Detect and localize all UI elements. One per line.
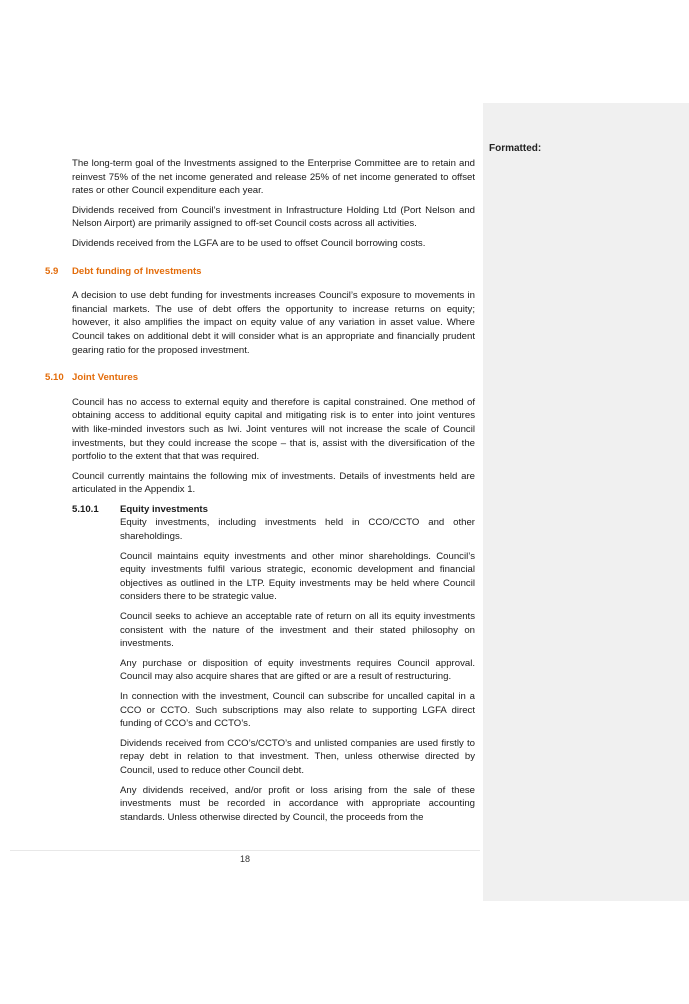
equity-paragraph-1: Equity investments, including investments held in CCO/CCTO and other shareholdings.: [120, 517, 475, 543]
section-5-10-1-number: 5.10.1: [72, 503, 99, 515]
intro-paragraph-1: The long-term goal of the Investments assigned to the Enterprise Committee are to retain and reinvest 75% of the net income generated and release 25% of net income generated to offset rates or other Council expenditure each year.: [72, 158, 475, 197]
section-5-9-paragraph: A decision to use debt funding for investments increases Council’s exposure to movements in financial markets. The use of debt offers the opportunity to increase returns on equity; however, it also amplifies the impact on equity value of any variation in asset value. Where Council takes on additional debt it will consider what is an appropriate and financially prudent gearing ratio for the proposed investment.: [72, 290, 475, 356]
document-body: [45, 157, 475, 824]
comments-pane: [483, 103, 689, 901]
equity-paragraph-6: Dividends received from CCO’s/CCTO’s and unlisted companies are used firstly to repay debt in relation to that investment. Then, unless otherwise directed by Council, used to reduce other Council debt.: [120, 737, 475, 776]
section-5-9-number: 5.9: [45, 265, 59, 277]
equity-paragraph-7: Any dividends received, and/or profit or loss arising from the sale of these investments must be recorded in accordance with appropriate accounting standards. Unless otherwise directed by Council, the proceeds from the: [120, 784, 475, 823]
page-number: 18: [239, 854, 250, 864]
footer-divider: [10, 850, 480, 851]
intro-paragraph-2: Dividends received from Council’s investment in Infrastructure Holding Ltd (Port Nelson and Nelson Airport) are primarily assigned to off-set Council costs across all activities.: [72, 204, 475, 230]
equity-paragraph-4: Any purchase or disposition of equity investments requires Council approval. Council may also acquire shares that are gifted or are a result of restructuring.: [120, 657, 475, 683]
section-5-10-heading: [45, 371, 475, 385]
section-5-10-1-heading: [72, 503, 475, 517]
equity-paragraph-5: In connection with the investment, Council can subscribe for uncalled capital in a CCO or CCTO. Such subscriptions may also relate to supporting LGFA direct funding of CCO’s and CCTO’s.: [120, 691, 475, 730]
section-5-10-title: Joint Ventures: [72, 372, 139, 384]
section-5-9-title: Debt funding of Investments: [72, 265, 202, 277]
section-5-10-paragraph-1: Council has no access to external equity and therefore is capital constrained. One method of obtaining access to additional equity capital and mitigating risk is to enter into joint ventures with like-minded investors such as Iwi. Joint ventures will not increase the scale of Council investments, but they could increase the scope – that is, assist with the diversification of the portfolio to the extent that that was required.: [72, 396, 475, 463]
section-5-10-1-title: Equity investments: [120, 503, 208, 515]
equity-paragraph-2: Council maintains equity investments and other minor shareholdings. Council’s equity investments fulfil various strategic, economic development and financial objectives as outlined in the LTP. Equity investments may be held where Council considers there to be strategic value.: [120, 550, 475, 603]
intro-paragraph-3: Dividends received from the LGFA are to be used to offset Council borrowing costs.: [72, 237, 426, 249]
section-5-10-number: 5.10: [45, 372, 64, 384]
section-5-10-paragraph-2: Council currently maintains the following mix of investments. Details of investments held are articulated in the Appendix 1.: [72, 470, 475, 496]
section-5-9-heading: [45, 265, 475, 279]
comment-formatted-label: Formatted:: [489, 143, 542, 154]
equity-paragraph-3: Council seeks to achieve an acceptable rate of return on all its equity investments consistent with the nature of the investment and their stated philosophy on investments.: [120, 611, 475, 650]
